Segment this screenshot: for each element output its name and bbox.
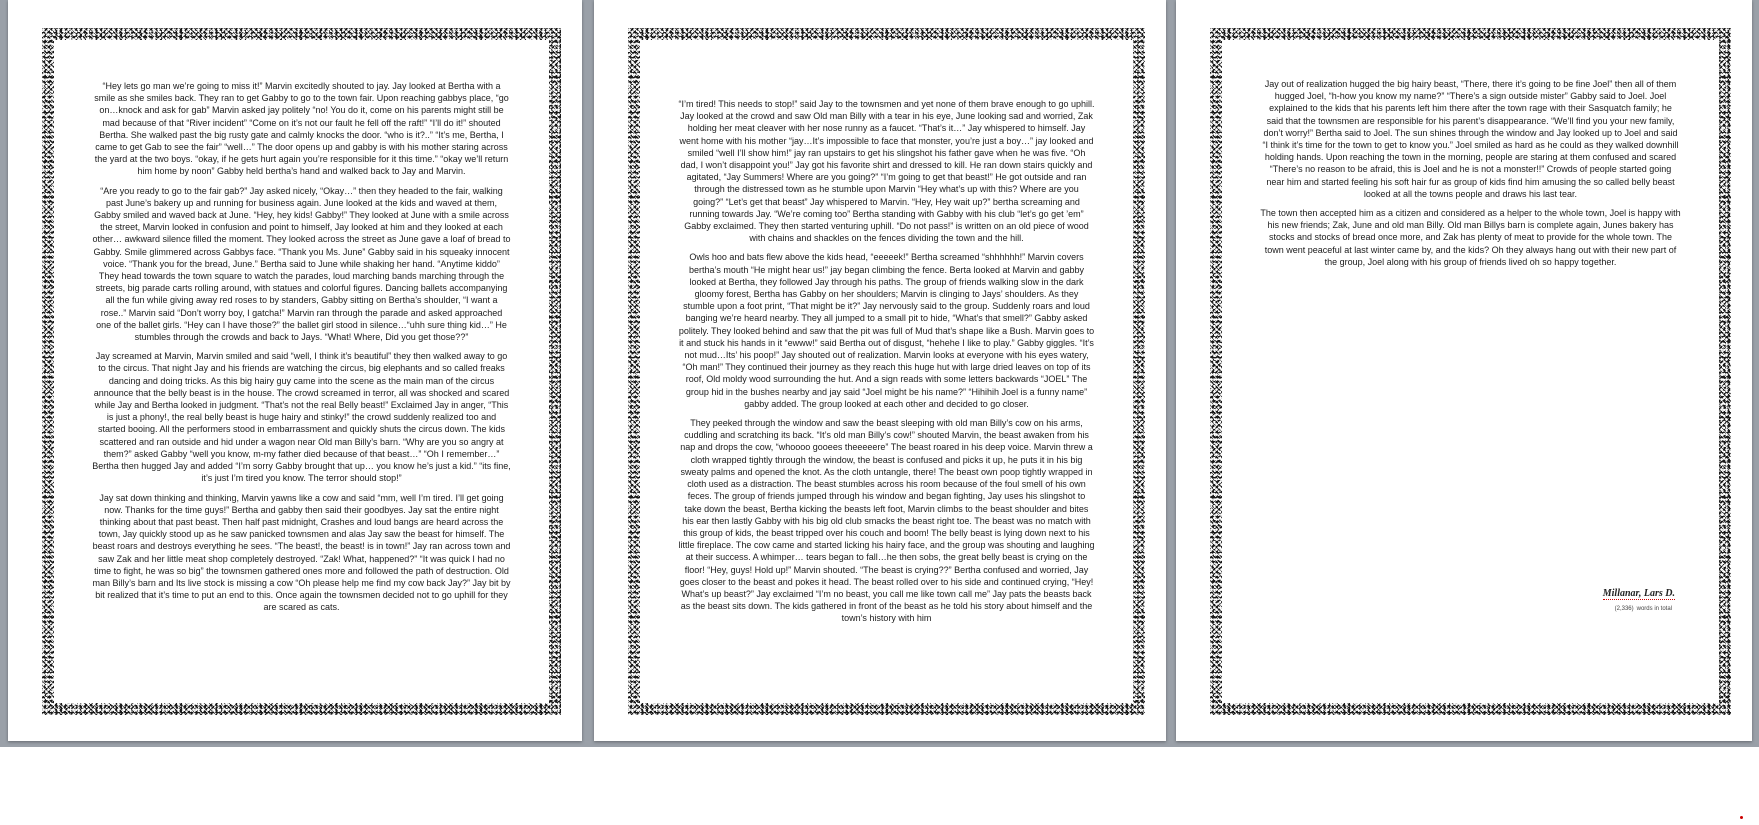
page-3-text[interactable] [1260, 78, 1681, 275]
page-content-area [640, 40, 1133, 703]
signature-text: Millanar, Lars D. [1602, 588, 1675, 599]
page-3 [1176, 0, 1752, 741]
paragraph: “Are you ready to go to the fair gab?” Jay asked nicely, “Okay…” then they headed to the fair, walking past June’s bakery up and running for business again. June looked at the kids and waved at them, Gabby smiled and waved back at June. “Hey, hey kids! Gabby!” They looked at June with a smile across the street, Marvin looked in confusion and point to himself, Jay looked at him and they looked at each other… awkward silence filled the moment. They looked across the street as June gave a loaf of bread to Gabby. Smile glimmered across Gabbys face. “Thank you Ms. June” Gabby said in his squeaky innocent voice. “Thank you for the bread, June.” Bertha said to June while shaking her hand. “Anytime kiddo” They head towards the town square to watch the parades, loud marching bands marching through the streets, big parade carts rolling around, with statues and colorful figures. Dancing ballets accompanying all the fun while giving away red roses to by standers, Gabby sitting on Bertha’s shoulder, “I want a rose..” Marvin said “Don’t worry boy, I gatcha!” Marvin ran through the parade and asked approached one of the ballet girls. “Hey can I have those?” the ballet girl stood in silence…“uhh sure thing kid…” He stumbles through the crowds and back to Jays. “What! Where, Did you get those??” [92, 185, 511, 343]
author-signature [1603, 588, 1675, 599]
word-count [1615, 606, 1675, 612]
paragraph: Owls hoo and bats flew above the kids head, “eeeeek!” Bertha screamed “shhhhhh!” Marvin covers bertha’s mouth “He might hear us!” jay began climbing the fence. Berta looked at Marvin and gabby looked at Bertha, they followed Jay through his paths. The group of friends walking slow in the dark gloomy forest, Bertha has Gabby on her shoulders; Marvin is clinging to Jays’ shoulders. As they stumble upon a foot print, “That might be it?” Jay nervously said to the group. Suddenly roars and loud banging we’re heard nearby. They all jumped to a small pit to hide, “What’s that smell?” Gabby asked politely. They looked behind and saw that the pit was full of Mud that’s shape like a Bush. Marvin goes to it and stuck his hands in it “ewww!” said Bertha out of disgust, “hehehe I like to play.” Gabby giggles. “It’s not mud…Its’ his poop!” Jay shouted out of realization. Marvin looks at everyone with his eyes watery, “Oh man!” They continued their journey as they reach this huge hut with large dried leaves on top of its roof, Old moldy wood surrounding the hut. And a sign reads with some letters backwards “JOEL” The group hid in the bushes nearby and jay said “Joel might be his name?” “Hihihih Joel is a funny name” gabby added. The group looked at each other and decided to go closer. [678, 252, 1095, 409]
spelling-marker-icon [1740, 816, 1743, 819]
page-2 [594, 0, 1166, 741]
word-count-label: words in total [1636, 606, 1672, 612]
paragraph: Jay screamed at Marvin, Marvin smiled and said “well, I think it’s beautiful” they then walked away to go to the circus. That night Jay and his friends are watching the circus, big elephants and so called freaks dancing and doing tricks. As this big hairy guy came into the scene as the main man of the circus announce that the belly beast is in the house. The crowd screamed in terror, all was shocked and scared while Jay and Bertha looked in judgment. “That’s not the real Belly beast!” Exclaimed Jay in anger, “This is just a phony!, the real belly beast is huge hairy and stinky!” the crowd suddenly realized too and started booing. All the performers stood in embarrassment and quickly shuts the circus down. The kids scattered and ran outside and hid under a wagon near Old man Billy’s barn. “Why are you so angry at them?” asked Gabby “well you know, m-my father died because of that beast…” “Oh I remember…” Bertha then hugged Jay and added “I’m sorry Gabby brought that up… you know he’s just a kid.” “its fine, it’s just I’m tired you know. The terror should stop!” [92, 351, 511, 484]
page-content-area [54, 40, 549, 703]
paragraph: The town then accepted him as a citizen and considered as a helper to the whole town, Joel is happy with his new friends; Zak, June and old man Billy. Old man Billys barn is complete again, Junes bakery has stocks and stocks of bread once more, and Zak has plenty of meat to provide for the whole town. The town went peaceful at last winter came by, and the kids? Oh they always hang out with their new part of the group, Joel along with his group of friends lived oh so happy together. [1260, 208, 1681, 267]
paragraph: “I’m tired! This needs to stop!” said Jay to the townsmen and yet none of them brave enough to go uphill. Jay looked at the crowd and saw Old man Billy with a tear in his eye, June looking sad and worried, Zak holding her meat cleaver with her nose runny as a faucet. “That’s it…” Jay whispered to himself. Jay went home with his mother “jay…It’s impossible to face that monster, you’re just a boy…” jay looked and smiled “well I’ll show him!” jay ran upstairs to get his slingshot his father gave when he was five. “Oh dad, I won’t disappoint you!” Jay got his favorite shirt and dressed to kill. He ran down stairs quickly and agitated, “Jay Summers! Where are you going?” “I’m going to get that beast!” He got outside and ran through the distressed town as he stumble upon Marvin “Hey what’s up with this? Where are you going?” “Let’s get that beast” Jay whispered to Marvin. “Hey, Hey wait up?” bertha screaming and running towards Jay. “We’re coming too” Bertha standing with Gabby with his club “let’s go get ’em” Gabby exclaimed. They then started venturing uphill. “Do not pass!” is written on an old piece of wood with chains and shackles on the fences dividing the town and the hill. [678, 99, 1095, 244]
page-2-text[interactable] [678, 98, 1095, 632]
page-1-text[interactable] [92, 80, 511, 621]
paragraph: Jay sat down thinking and thinking, Marvin yawns like a cow and said “mm, well I’m tired. I’ll get going now. Thanks for the time guys!” Bertha and gabby then said their goodbyes. Jay sat the entire night thinking about that past beast. Then half past midnight, Crashes and loud bangs are heard across the town, Jay quickly stood up as he saw panicked townsmen and alas Jay saw the beast for himself. The beast roars and destroys everything he sees. “The beast!, the beast! is in town!” Jay ran across town and saw Zak and her little meat shop completely destroyed. “Zak! What, happened?” “It was quick I had no time to fight, he was so big” the townsmen gathered ones more and followed the path of destruction. Old man Billy’s barn and Its live stock is missing a cow “Oh please help me find my cow back Jay?” Jay bit by bit realized that it’s time to put an end to this. Once again the townsmen decided not to go uphill for they are scared as cats. [92, 492, 511, 613]
page-border [42, 28, 561, 715]
paragraph: Jay out of realization hugged the big hairy beast, “There, there it’s going to be fine Joel” then all of them hugged Joel, “h-how you know my name?” “There’s a sign outside mister” Gabby said to Joel. Joel explained to the kids that his parents left him there after the town rage with their Sasquatch family; he said that the townsmen are responsible for his parent’s disappearance. “We’ll find you your new family, don’t worry!” Bertha said to Joel. The sun shines through the window and Jay looked up to Joel and said “I think it’s time for the town to get to know you.” Joel smiled as hard as he could as they walked downhill holding hands. Upon reaching the town in the morning, people are staring at them confused and scared “There’s no reason to be afraid, this is Joel and he is not a monster!!” Crowds of people started going near him and started feeling his soft hair fur as group of kids find him amusing the so called belly beast looked at all the towns people and draws his last tear. [1262, 79, 1679, 199]
paragraph: “Hey lets go man we’re going to miss it!” Marvin excitedly shouted to jay. Jay looked at Bertha with a smile as she smiles back. They ran to get Gabby to go to the town fair. Upon reaching gabbys place, “go on…knock and ask for gab” Marvin asked jay politely “no! You do it, come on his parents might still be mad because of that “River incident” “Come on it’s not our fault he fell off the raft!” “I’ll do it!” shouted Bertha. She walked past the big rusty gate and calmly knocks the door. “who is it?..” “It’s me, Bertha, I came to get Gab to see the fair” “well…” The door opens up and gabby is with his mother staring across the yard at the two boys. “okay, if he gets hurt again you’re responsible for it this time.” “okay we’ll return him home by noon” Gabby held bertha’s hand and walked back to Jay and Marvin. [94, 81, 509, 177]
word-count-value: (2,336) [1614, 606, 1634, 612]
page-border [628, 28, 1145, 715]
page-1 [8, 0, 582, 741]
page-content-area [1222, 40, 1719, 703]
page-border [1210, 28, 1731, 715]
paragraph: They peeked through the window and saw the beast sleeping with old man Billy’s cow on his arms, cuddling and scratching its back. “It’s old man Billy’s cow!” shouted Marvin, the beast awaken from his nap and drops the cow, “whoooo gooees theeeeere” The beast roared in his deep voice. Marvin threw a cloth wrapped tightly through the window, the beast is confused and picks it up, he puts it in his big sweaty palms and opened the knot. As the cloth untangle, there! The beast own poop tightly wrapped in cloth used as a distraction. The beast stumbles across his room because of the foul smell of his own feces. The group of friends jumped through his window and began fighting, Jay uses his slingshot to take down the beast, Bertha kicking the beasts left foot, Marvin climbs to the beast shoulder and bites his ear then lastly Gabby with his big old club smacks the beast right toe. The beast was no match with this group of kids, the beast tripped over his couch and boom! The belly beast is lying down next to his little fireplace. The cow came and started licking his hairy face, and the group was shouting and laughing at their success. A whimper… tears began to fall…he then sobs, the great belly beast is crying on the floor! “Hey, guys! Hold up!” Marvin shouted. “The beast is crying??” Bertha confused and worried, Jay goes closer to the beast and pokes it head. The beast rolled over to his side and continued crying, “Hey! What’s up beast?” Jay exclaimed “I’m no beast, you call me like town call me” Jay pats the beasts back as the beast sits down. The kids gathered in front of the beast as he told his story about himself and the town’s history with him [678, 418, 1095, 624]
